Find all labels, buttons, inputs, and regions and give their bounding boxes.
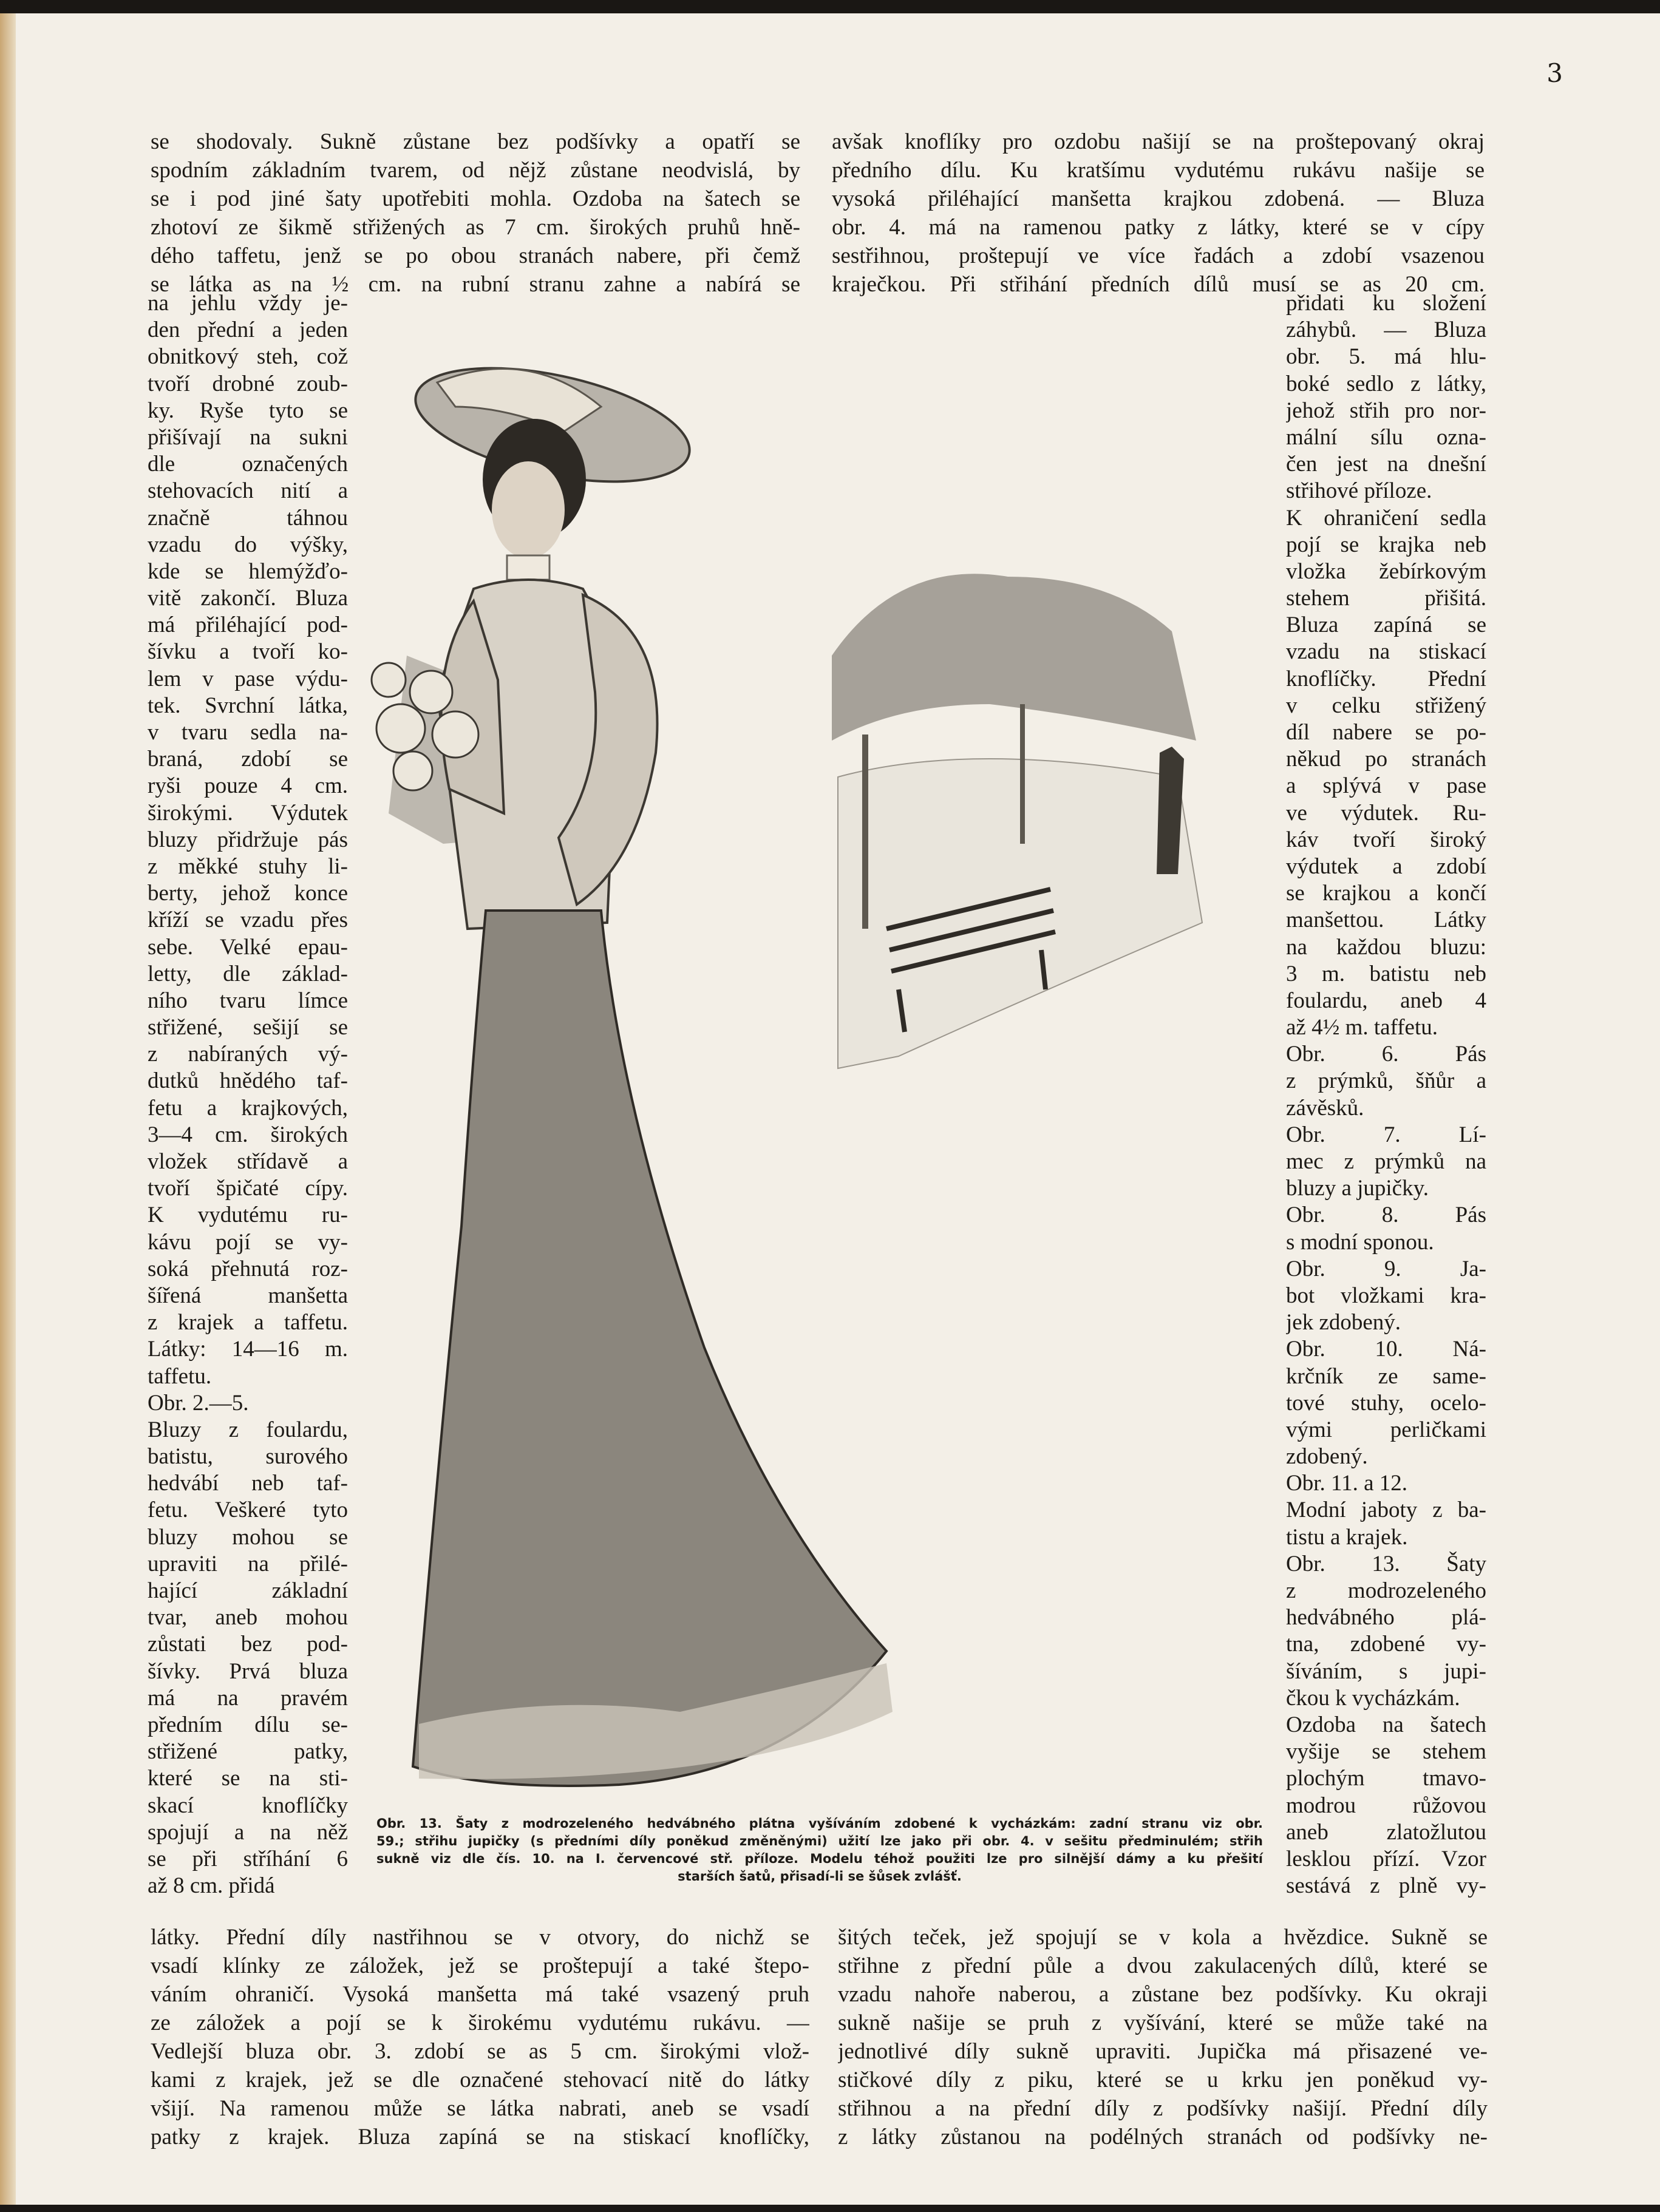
text-line: obnitkový steh, což bbox=[148, 344, 348, 370]
text-line: stehem přišitá. bbox=[1286, 586, 1486, 611]
text-line: soká přehnutá roz- bbox=[148, 1256, 348, 1281]
text-line: hedvábného plá- bbox=[1286, 1605, 1486, 1630]
text-line: Obr. 7. Lí- bbox=[1286, 1122, 1486, 1147]
text-line: vložka žebírkovým bbox=[1286, 558, 1486, 584]
top-right-paragraph bbox=[832, 127, 1485, 299]
text-line: K ohraničení sedla bbox=[1286, 505, 1486, 531]
text-line: plochým tmavo- bbox=[1286, 1766, 1486, 1791]
text-line: z nabíraných vý- bbox=[148, 1042, 348, 1067]
right-column-text bbox=[1286, 290, 1486, 1899]
text-line: Modní jaboty z ba- bbox=[1286, 1498, 1486, 1523]
text-line: bluzy mohou se bbox=[148, 1524, 348, 1550]
text-line: Bluzy z foulardu, bbox=[148, 1417, 348, 1442]
text-line: sukně našije se pruh z vyšívání, které se může také na bbox=[838, 2010, 1488, 2035]
text-line: z prýmků, šňůr a bbox=[1286, 1068, 1486, 1094]
text-line: stičkové díly z piku, které se u krku jen poněkud vy- bbox=[838, 2068, 1488, 2092]
text-line: manšettou. Látky bbox=[1286, 908, 1486, 933]
text-line: fetu a krajkových, bbox=[148, 1095, 348, 1121]
text-line: jehož střih pro nor- bbox=[1286, 398, 1486, 423]
page-number: 3 bbox=[1546, 58, 1563, 88]
text-line: skací knoflíčky bbox=[148, 1793, 348, 1818]
bottom-right-paragraph bbox=[838, 1923, 1488, 2151]
text-line: přišívají na sukni bbox=[148, 424, 348, 450]
text-line: krčník ze same- bbox=[1286, 1363, 1486, 1389]
text-line: střihne z přední půle a dvou zakulacených dílů, které se bbox=[838, 1953, 1488, 1978]
text-line: kávu pojí se vy- bbox=[148, 1229, 348, 1255]
text-line: vzadu na stiskací bbox=[1286, 639, 1486, 665]
text-line: z krajek a taffetu. bbox=[148, 1310, 348, 1335]
text-line: modrou růžovou bbox=[1286, 1793, 1486, 1818]
text-line: závěsků. bbox=[1286, 1095, 1364, 1121]
text-line: má přiléhající pod- bbox=[148, 612, 348, 638]
text-line: v celku střižený bbox=[1286, 693, 1486, 718]
text-line: z látky zůstanou na podélných stranách od podšívky ne- bbox=[838, 2125, 1488, 2149]
text-line: ve výdutek. Ru- bbox=[1286, 800, 1486, 826]
text-line: až 4½ m. taffetu. bbox=[1286, 1015, 1438, 1040]
text-line: střižené, sešijí se bbox=[148, 1015, 348, 1040]
text-line: čkou k vycházkám. bbox=[1286, 1685, 1460, 1711]
text-line: Obr. 10. Ná- bbox=[1286, 1337, 1486, 1362]
text-line: které se na sti- bbox=[148, 1766, 348, 1791]
text-line: taffetu. bbox=[148, 1363, 212, 1389]
text-line: sukně viz dle čís. 10. na I. červencové stř. příloze. Modelu téhož použiti lze pro silnější dámy a ku přešití bbox=[376, 1851, 1263, 1866]
bottom-left-paragraph bbox=[151, 1923, 809, 2151]
text-line: vyšije se stehem bbox=[1286, 1739, 1486, 1765]
text-line: kraječkou. Při střihání předních dílů musí se as 20 cm. bbox=[832, 272, 1485, 297]
text-line: foulardu, aneb 4 bbox=[1286, 988, 1486, 1013]
text-line: 59.; střihu jupičky (s předními díly poněkud změněnými) užití lze jako při obr. 4. v sešitu předminulém; střih bbox=[376, 1834, 1263, 1848]
text-line: šívku a tvoří ko- bbox=[148, 639, 348, 665]
text-line: šívky. Prvá bluza bbox=[148, 1658, 348, 1684]
text-line: vými perličkami bbox=[1286, 1417, 1486, 1442]
text-line: látky. Přední díly nastřihnou se v otvory, do nichž se bbox=[151, 1925, 809, 1950]
text-line: Ozdoba na šatech bbox=[1286, 1712, 1486, 1737]
text-line: bluzy a jupičky. bbox=[1286, 1176, 1429, 1201]
text-line: Vedlejší bluza obr. 3. zdobí se as 5 cm. širokými vlož- bbox=[151, 2039, 809, 2064]
text-line: střihové příloze. bbox=[1286, 478, 1432, 504]
text-line: zdobený. bbox=[1286, 1444, 1368, 1470]
text-line: výdutek a zdobí bbox=[1286, 853, 1486, 879]
text-line: se shodovaly. Sukně zůstane bez podšívky a opatří se bbox=[151, 129, 800, 154]
text-line: vzadu do výšky, bbox=[148, 532, 348, 557]
text-line: 3 m. batistu neb bbox=[1286, 961, 1486, 986]
text-line: jednotlivé díly sukně upraviti. Jupička má přisazené ve- bbox=[838, 2039, 1488, 2064]
text-line: spodním základním tvarem, od nějž zůstane neodvislá, by bbox=[151, 158, 800, 183]
text-line: káv tvoří široký bbox=[1286, 827, 1486, 852]
text-line: dého taffetu, jenž se po obou stranách nabere, při čemž bbox=[151, 243, 800, 268]
text-line: sestřihnou, proštepují ve více řadách a zdobí vsazenou bbox=[832, 243, 1485, 268]
text-line: Obr. 13. Šaty bbox=[1286, 1551, 1486, 1576]
text-line: den přední a jeden bbox=[148, 317, 348, 343]
text-line: tvoří špičaté cípy. bbox=[148, 1176, 348, 1201]
text-line: šířená manšetta bbox=[148, 1283, 348, 1308]
text-line: předního dílu. Ku kratšímu vydutému rukávu našije se bbox=[832, 158, 1485, 183]
left-column-text bbox=[148, 290, 348, 1899]
text-line: čen jest na dnešní bbox=[1286, 452, 1486, 477]
text-line: se při stříhání 6 bbox=[148, 1846, 348, 1871]
text-line: lesklou přízí. Vzor bbox=[1286, 1846, 1486, 1871]
text-line: až 8 cm. přidá bbox=[148, 1873, 275, 1899]
text-line: sestává z plně vy- bbox=[1286, 1873, 1486, 1899]
text-line: fetu. Veškeré tyto bbox=[148, 1498, 348, 1523]
text-line: tistu a krajek. bbox=[1286, 1524, 1408, 1550]
text-line: vložek střídavě a bbox=[148, 1149, 348, 1174]
text-line: širokými. Výdutek bbox=[148, 800, 348, 826]
woman-figure bbox=[372, 347, 893, 1786]
text-line: mální sílu ozna- bbox=[1286, 424, 1486, 450]
text-line: Obr. 9. Ja- bbox=[1286, 1256, 1486, 1281]
text-line: Obr. 13. Šaty z modrozeleného hedvábného plátna vyšíváním zdobené k vycházkám: zadní stranu viz obr. bbox=[376, 1816, 1263, 1831]
text-line: patky z krajek. Bluza zapíná se na stiskací knoflíčky, bbox=[151, 2125, 809, 2149]
text-line: starších šatů, přisadí-li se šůsek zvlášť. bbox=[678, 1869, 962, 1884]
top-left-paragraph bbox=[151, 127, 800, 299]
text-line: předním dílu se- bbox=[148, 1712, 348, 1737]
text-line: Obr. 2.—5. bbox=[148, 1390, 249, 1416]
text-line: avšak knoflíky pro ozdobu našijí se na proštepovaný okraj bbox=[832, 129, 1485, 154]
text-line: bot vložkami kra- bbox=[1286, 1283, 1486, 1308]
text-line: vzadu nahoře naberou, a zůstane bez podšívky. Ku okraji bbox=[838, 1982, 1488, 2007]
text-line: kde se hlemýžďo- bbox=[148, 558, 348, 584]
text-line: ze záložek a pojí se k širokému vydutému rukávu. — bbox=[151, 2010, 809, 2035]
text-line: sebe. Velké epau- bbox=[148, 934, 348, 960]
text-line: aneb zlatožlutou bbox=[1286, 1819, 1486, 1845]
fashion-illustration bbox=[364, 316, 1239, 1803]
text-line: zůstati bez pod- bbox=[148, 1632, 348, 1657]
text-line: vsadí klínky ze záložek, jež se proštepují a také štepo- bbox=[151, 1953, 809, 1978]
text-line: ryši pouze 4 cm. bbox=[148, 773, 348, 799]
text-line: z měkké stuhy li- bbox=[148, 853, 348, 879]
text-line: přidati ku složení bbox=[1286, 291, 1486, 316]
text-line: berty, jehož konce bbox=[148, 881, 348, 906]
text-line: v tvaru sedla na- bbox=[148, 720, 348, 745]
text-line: na jehlu vždy je- bbox=[148, 291, 348, 316]
text-line: váním ohraničí. Vysoká manšetta má také vsazený pruh bbox=[151, 1982, 809, 2007]
text-line: kříží se vzadu přes bbox=[148, 908, 348, 933]
text-line: spojují a na něž bbox=[148, 1819, 348, 1845]
text-line: Obr. 11. a 12. bbox=[1286, 1471, 1408, 1496]
text-line: z modrozeleného bbox=[1286, 1578, 1486, 1603]
text-line: 3—4 cm. širokých bbox=[148, 1122, 348, 1147]
text-line: a splývá v pase bbox=[1286, 773, 1486, 799]
text-line: na každou bluzu: bbox=[1286, 934, 1486, 960]
text-line: díl nabere se po- bbox=[1286, 720, 1486, 745]
text-line: dutků hnědého taf- bbox=[148, 1068, 348, 1094]
figure-caption bbox=[376, 1815, 1263, 1885]
text-line: má na pravém bbox=[148, 1685, 348, 1711]
text-line: Obr. 6. Pás bbox=[1286, 1042, 1486, 1067]
page-binding-edge bbox=[0, 13, 16, 2205]
text-line: lem v pase výdu- bbox=[148, 666, 348, 691]
text-line: záhybů. — Bluza bbox=[1286, 317, 1486, 343]
text-line: stehovacích nití a bbox=[148, 478, 348, 504]
text-line: hedvábí neb taf- bbox=[148, 1471, 348, 1496]
text-line: Látky: 14—16 m. bbox=[148, 1337, 348, 1362]
text-line: obr. 5. má hlu- bbox=[1286, 344, 1486, 370]
text-line: Obr. 8. Pás bbox=[1286, 1203, 1486, 1228]
text-line: střihnou a na přední díly z podšívky našijí. Přední díly bbox=[838, 2096, 1488, 2121]
text-line: mec z prýmků na bbox=[1286, 1149, 1486, 1174]
text-line: tek. Svrchní látka, bbox=[148, 693, 348, 718]
text-line: vitě zakončí. Bluza bbox=[148, 586, 348, 611]
text-line: zhotoví ze šikmě střižených as 7 cm. širokých pruhů hně- bbox=[151, 215, 800, 240]
text-line: s modní sponou. bbox=[1286, 1229, 1434, 1255]
text-line: se krajkou a končí bbox=[1286, 881, 1486, 906]
text-line: obr. 4. má na ramenou patky z látky, které se v cípy bbox=[832, 215, 1485, 240]
text-line: někud po stranách bbox=[1286, 747, 1486, 772]
text-line: ky. Ryše tyto se bbox=[148, 398, 348, 423]
text-line: K vydutému ru- bbox=[148, 1203, 348, 1228]
text-line: tna, zdobené vy- bbox=[1286, 1632, 1486, 1657]
text-line: bluzy přidržuje pás bbox=[148, 827, 348, 852]
text-line: se látka as na ½ cm. na rubní stranu zahne a nabírá se bbox=[151, 272, 800, 297]
text-line: všijí. Na ramenou může se látka nabrati, aneb se vsadí bbox=[151, 2096, 809, 2121]
text-line: Bluza zapíná se bbox=[1286, 612, 1486, 638]
text-line: jek zdobený. bbox=[1286, 1310, 1401, 1335]
text-line: braná, zdobí se bbox=[148, 747, 348, 772]
text-line: upraviti na přilé- bbox=[148, 1551, 348, 1576]
text-line: ního tvaru límce bbox=[148, 988, 348, 1013]
text-line: se i pod jiné šaty upotřebiti mohla. Ozdoba na šatech se bbox=[151, 186, 800, 211]
text-line: tvar, aneb mohou bbox=[148, 1605, 348, 1630]
text-line: pojí se krajka neb bbox=[1286, 532, 1486, 557]
text-line: kami z krajek, jež se dle označené stehovací nitě do látky bbox=[151, 2068, 809, 2092]
text-line: šitých teček, jež spojují se v kola a hvězdice. Sukně se bbox=[838, 1925, 1488, 1950]
text-line: dle označených bbox=[148, 452, 348, 477]
text-line: knoflíčky. Přední bbox=[1286, 666, 1486, 691]
text-line: batistu, surového bbox=[148, 1444, 348, 1470]
text-line: vysoká přiléhající manšetta krajkou zdobená. — Bluza bbox=[832, 186, 1485, 211]
text-line: hající základní bbox=[148, 1578, 348, 1603]
text-line: boké sedlo z látky, bbox=[1286, 371, 1486, 396]
text-line: šíváním, s jupi- bbox=[1286, 1658, 1486, 1684]
text-line: střižené patky, bbox=[148, 1739, 348, 1765]
text-line: značně táhnou bbox=[148, 505, 348, 531]
text-line: letty, dle základ- bbox=[148, 961, 348, 986]
text-line: tvoří drobné zoub- bbox=[148, 371, 348, 396]
text-line: tové stuhy, ocelo- bbox=[1286, 1390, 1486, 1416]
